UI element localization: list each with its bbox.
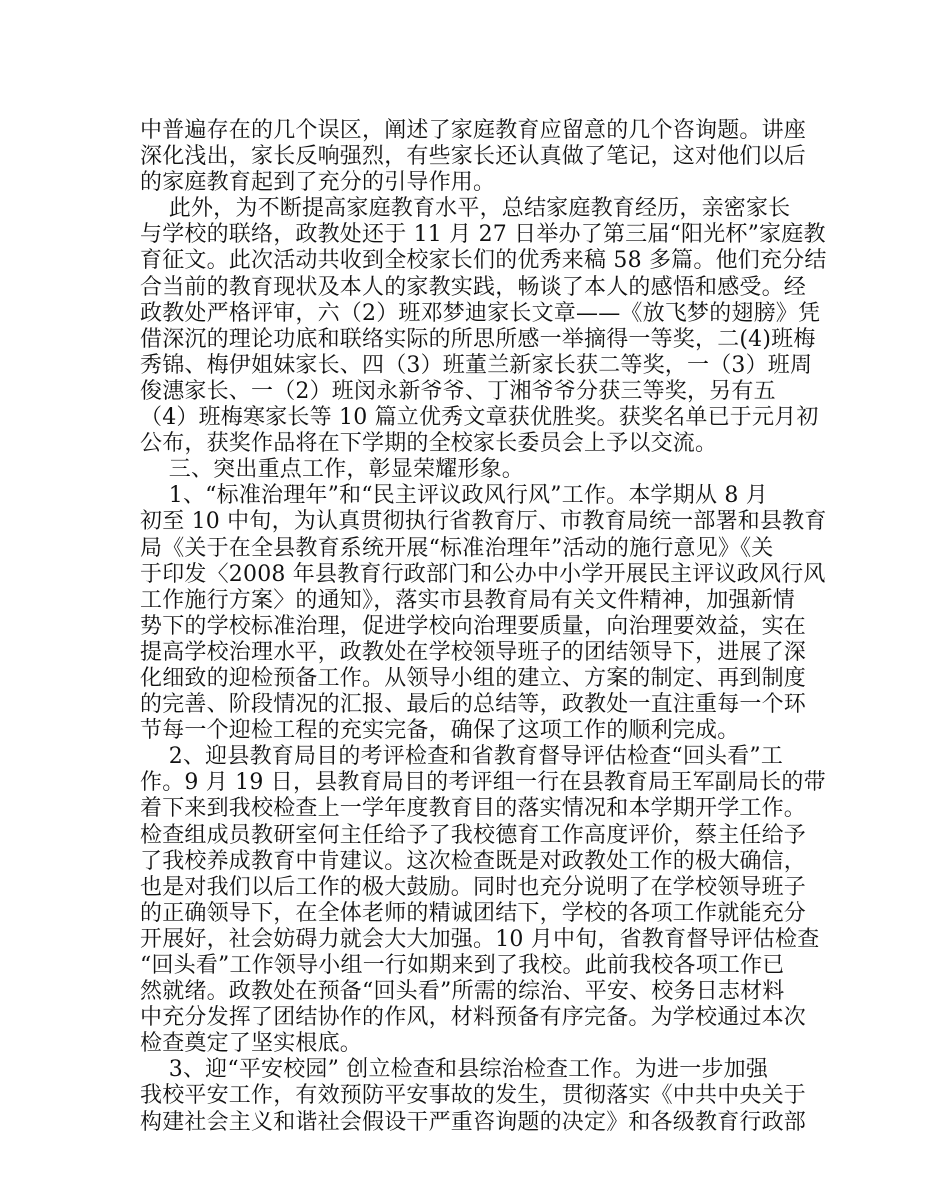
text-line: 中普遍存在的几个误区，阐述了家庭教育应留意的几个咨询题。讲座 <box>140 118 807 143</box>
text-line: 俊潓家长、一（2）班闵永新爷爷、丁湘爷爷分获三等奖，另有五 <box>140 378 776 404</box>
text-line: 秀锦、梅伊姐妹家长、四（3）班董兰新家长获二等奖，一（3）班周 <box>140 352 813 378</box>
body-text <box>140 118 827 1136</box>
text-line: 的完善、阶段情况的汇报、最后的总结等，政教处一直注重每一个环 <box>140 692 807 718</box>
text-line: 工作施行方案〉的通知》，落实市县教育局有关文件精神，加强新情 <box>140 587 796 613</box>
text-line: 化细致的迎检预备工作。从领导小组的建立、方案的制定、再到制度 <box>140 665 807 691</box>
text-line: 提高学校治理水平，政教处在学校领导班子的团结领导下，进展了深 <box>140 639 807 665</box>
text-line: 与学校的联络，政教处还于 11 月 27 日举办了第三届“阳光杯”家庭教 <box>140 222 826 248</box>
text-line: 势下的学校标准治理，促进学校向治理要质量，向治理要效益，实在 <box>140 613 807 639</box>
text-line: 然就绪。政教处在预备“回头看”所需的综治、平安、校务日志材料 <box>140 979 785 1005</box>
text-line: 初至 10 中旬，为认真贯彻执行省教育厅、市教育局统一部署和县教育 <box>140 509 827 535</box>
text-line: 深化浅出，家长反响强烈，有些家长还认真做了笔记，这对他们以后 <box>140 144 807 170</box>
text-line: 3、迎“平安校园” 创立检查和县综治检查工作。为进一步加强 <box>140 1057 769 1083</box>
text-line: 借深沉的理论功底和联络实际的所思所感一举摘得一等奖，二(4)班梅 <box>140 326 816 352</box>
text-line: 作。9 月 19 日，县教育局目的考评组一行在县教育局王军副局长的带 <box>140 770 826 796</box>
text-line: 了我校养成教育中肯建议。这次检查既是对政教处工作的极大确信， <box>140 848 807 874</box>
text-line: 也是对我们以后工作的极大鼓励。同时也充分说明了在学校领导班子 <box>140 874 807 900</box>
text-line: 我校平安工作，有效预防平安事故的发生，贯彻落实《中共中央关于 <box>140 1083 807 1109</box>
text-line: 的家庭教育起到了充分的引导作用。 <box>140 170 496 196</box>
text-line: 合当前的教育现状及本人的家教实践，畅谈了本人的感悟和感受。经 <box>140 274 807 300</box>
text-line: 于印发〈2008 年县教育行政部门和公办中小学开展民主评议政风行风 <box>140 561 826 587</box>
text-line: 着下来到我校检查上一学年度教育目的落实情况和本学期开学工作。 <box>140 796 807 822</box>
text-line: 三、突出重点工作，彰显荣耀形象。 <box>140 457 524 483</box>
text-line: 中充分发挥了团结协作的作风，材料预备有序完备。为学校通过本次 <box>140 1005 807 1031</box>
text-line: 检查奠定了坚实根底。 <box>140 1031 363 1057</box>
text-line: 构建社会主义和谐社会假设干严重咨询题的决定》和各级教育行政部 <box>140 1109 807 1135</box>
text-line: （4）班梅寒家长等 10 篇立优秀文章获优胜奖。获奖名单已于元月初 <box>140 405 819 431</box>
text-line: 此外，为不断提高家庭教育水平，总结家庭教育经历，亲密家长 <box>140 196 791 222</box>
text-line: 公布，获奖作品将在下学期的全校家长委员会上予以交流。 <box>140 431 718 457</box>
text-line: 政教处严格评审，六（2）班邓梦迪家长文章——《放飞梦的翅膀》凭 <box>140 300 821 326</box>
text-line: 局《关于在全县教育系统开展“标准治理年”活动的施行意见》《关 <box>140 535 774 561</box>
text-line: “回头看”工作领导小组一行如期来到了我校。此前我校各项工作已 <box>140 953 785 978</box>
text-line: 育征文。此次活动共收到全校家长们的优秀来稿 58 多篇。他们充分结 <box>140 248 827 274</box>
text-line: 节每一个迎检工程的充实完备，确保了这项工作的顺利完成。 <box>140 718 740 744</box>
text-line: 的正确领导下，在全体老师的精诚团结下，学校的各项工作就能充分 <box>140 900 807 926</box>
text-line: 检查组成员教研室何主任给予了我校德育工作高度评价，蔡主任给予 <box>140 822 807 848</box>
text-line: 1、“标准治理年”和“民主评议政风行风”工作。本学期从 8 月 <box>140 483 768 509</box>
text-line: 开展好，社会妨碍力就会大大加强。10 月中旬，省教育督导评估检查 <box>140 926 820 952</box>
text-line: 2、迎县教育局目的考评检查和省教育督导评估检查“回头看”工 <box>140 744 784 770</box>
